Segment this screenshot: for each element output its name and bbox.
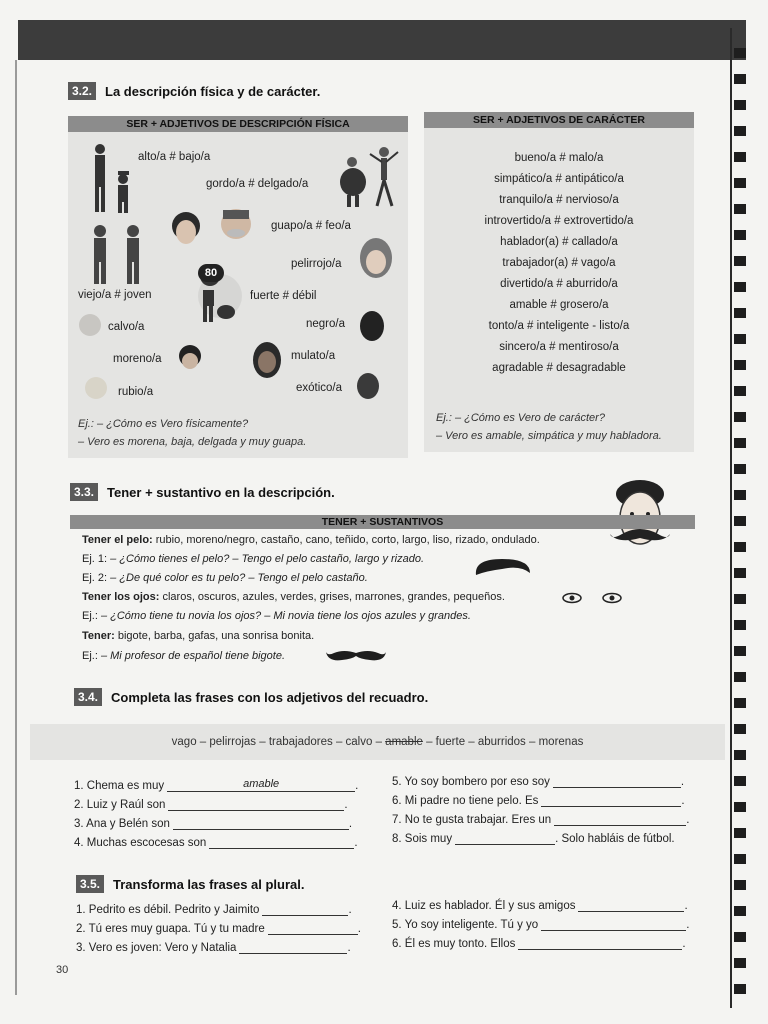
label-guapo-feo: guapo/a # feo/a [271, 220, 351, 232]
section-number: 3.3. [70, 483, 98, 501]
exercise-3-4-item-7: 7. No te gusta trabajar. Eres un . [392, 814, 690, 826]
left-margin-rule [15, 60, 17, 995]
section-number: 3.5. [76, 875, 104, 893]
physical-example-answer: – Vero es morena, baja, delgada y muy guapa. [78, 436, 307, 448]
pretty-ugly-faces-illustration [172, 209, 251, 244]
answer-blank[interactable] [553, 776, 681, 788]
character-adjective-list [424, 148, 694, 379]
character-adjective: introvertido/a # extrovertido/a [484, 215, 634, 227]
label-mulato: mulato/a [291, 350, 336, 362]
section-title: Tener + sustantivo en la descripción. [107, 484, 335, 500]
label-fuerte-debil: fuerte # débil [250, 290, 317, 302]
answer-blank[interactable] [239, 942, 347, 954]
binding-ring [734, 672, 746, 682]
answer-blank[interactable] [262, 904, 348, 916]
tener-pelo-line: Tener el pelo: rubio, moreno/negro, castaño, cano, teñido, corto, largo, liso, rizado, ondulado. [82, 534, 540, 546]
binding-ring [734, 724, 746, 734]
answer-blank[interactable] [209, 837, 354, 849]
binding-ring [734, 308, 746, 318]
answer-blank[interactable] [167, 780, 355, 792]
character-example-answer: – Vero es amable, simpática y muy habladora. [436, 430, 662, 442]
mustache-icon [326, 648, 386, 664]
redhead-woman-illustration [360, 238, 392, 278]
label-alto-bajo: alto/a # bajo/a [138, 151, 211, 163]
binding-ring [734, 412, 746, 422]
tener-example: Ej.: – Mi profesor de español tiene bigote. [82, 650, 286, 662]
label-rubio: rubio/a [118, 386, 154, 398]
character-adjective: tonto/a # inteligente - listo/a [488, 320, 630, 332]
binding-ring [734, 334, 746, 344]
section-3-4-heading [74, 688, 428, 706]
exercise-3-5-item-1: 1. Pedrito es débil. Pedrito y Jaimito . [76, 904, 352, 916]
struck-word: amable [385, 736, 423, 748]
answer-blank[interactable] [541, 795, 681, 807]
label-negro: negro/a [306, 318, 346, 330]
exercise-3-4-item-1: 1. Chema es muy amable . [74, 778, 359, 792]
spiral-binding [728, 28, 750, 1008]
binding-ring [734, 646, 746, 656]
character-adjective: amable # grosero/a [509, 299, 609, 311]
label-calvo: calvo/a [108, 321, 145, 333]
answer-blank[interactable] [268, 923, 358, 935]
binding-ring [734, 282, 746, 292]
label-viejo-joven: viejo/a # joven [78, 289, 152, 301]
answer-blank[interactable] [455, 833, 555, 845]
box-header: TENER + SUSTANTIVOS [70, 515, 695, 529]
exercise-3-4-item-3: 3. Ana y Belén son . [74, 818, 353, 830]
binding-ring [734, 204, 746, 214]
page-number: 30 [56, 964, 69, 976]
binding-ring [734, 48, 746, 58]
top-dark-bar [18, 20, 746, 60]
hair-icon [472, 555, 534, 579]
box-header: SER + ADJETIVOS DE CARÁCTER [424, 112, 694, 128]
physical-description-box [68, 116, 408, 458]
section-3-2-heading [68, 82, 320, 100]
physical-illustrations [68, 116, 408, 458]
binding-ring [734, 230, 746, 240]
eyes-icon [560, 590, 626, 606]
character-example-question: Ej.: – ¿Cómo es Vero de carácter? [436, 412, 605, 424]
answer-blank[interactable] [554, 814, 686, 826]
binding-ring [734, 906, 746, 916]
label-pelirrojo: pelirrojo/a [291, 258, 342, 270]
binding-ring [734, 438, 746, 448]
answer-blank[interactable] [173, 818, 349, 830]
section-3-3-heading [70, 483, 335, 501]
binding-ring [734, 620, 746, 630]
tener-line: Tener: bigote, barba, gafas, una sonrisa bonita. [82, 630, 315, 642]
binding-ring [734, 256, 746, 266]
binding-ring [734, 594, 746, 604]
label-exotico: exótico/a [296, 382, 343, 394]
section-3-5-heading [76, 875, 305, 893]
binding-ring [734, 542, 746, 552]
section-title: Completa las frases con los adjetivos del recuadro. [111, 689, 429, 705]
exercise-3-4-item-6: 6. Mi padre no tiene pelo. Es . [392, 795, 685, 807]
binding-ring [734, 490, 746, 500]
tener-pelo-example-1: Ej. 1: – ¿Cómo tienes el pelo? – Tengo el pelo castaño, largo y rizado. [82, 553, 425, 565]
character-adjective: divertido/a # aburrido/a [500, 278, 618, 290]
box-header: SER + ADJETIVOS DE DESCRIPCIÓN FÍSICA [68, 116, 408, 132]
section-title: La descripción física y de carácter. [105, 83, 321, 99]
exercise-3-5-item-5: 5. Yo soy inteligente. Tú y yo . [392, 919, 690, 931]
character-adjective: bueno/a # malo/a [514, 152, 604, 164]
binding-ring [734, 750, 746, 760]
character-adjective: agradable # desagradable [492, 362, 626, 374]
physical-example-question: Ej.: – ¿Cómo es Vero físicamente? [78, 418, 249, 430]
exercise-3-4-item-5: 5. Yo soy bombero por eso soy . [392, 776, 685, 788]
tall-short-men-illustration [95, 144, 129, 213]
character-adjective: trabajador(a) # vago/a [502, 257, 616, 269]
exercise-3-4-item-4: 4. Muchas escocesas son . [74, 837, 358, 849]
binding-ring [734, 984, 746, 994]
answer-blank[interactable] [168, 799, 344, 811]
exercise-3-5-item-6: 6. Él es muy tonto. Ellos . [392, 938, 686, 950]
label-moreno: moreno/a [113, 353, 162, 365]
binding-ring [734, 568, 746, 578]
character-adjective: hablador(a) # callado/a [500, 236, 618, 248]
answer-blank[interactable] [578, 900, 684, 912]
binding-ring [734, 802, 746, 812]
filled-answer: amable [243, 778, 280, 790]
character-adjective: sincero/a # mentiroso/a [499, 341, 619, 353]
old-men-illustration [94, 225, 139, 284]
binding-ring [734, 152, 746, 162]
exercise-3-5-item-2: 2. Tú eres muy guapa. Tú y tu madre . [76, 923, 361, 935]
exercise-3-5-item-3: 3. Vero es joven: Vero y Natalia . [76, 942, 351, 954]
binding-ring [734, 464, 746, 474]
section-title: Transforma las frases al plural. [113, 876, 305, 892]
word-bank: vago – pelirrojas – trabajadores – calvo – amable – fuerte – aburridos – morenas [30, 724, 725, 760]
binding-ring [734, 932, 746, 942]
binding-ring [734, 958, 746, 968]
exercise-3-4-item-8: 8. Sois muy . Solo habláis de fútbol. [392, 833, 675, 845]
section-number: 3.4. [74, 688, 102, 706]
binding-ring [734, 854, 746, 864]
binding-ring [734, 360, 746, 370]
binding-ring [734, 386, 746, 396]
binding-ring [734, 698, 746, 708]
binding-ring [734, 776, 746, 786]
binding-ring [734, 126, 746, 136]
character-adjective: simpático/a # antipático/a [494, 173, 624, 185]
answer-blank[interactable] [541, 919, 686, 931]
binding-ring [734, 74, 746, 84]
answer-blank[interactable] [518, 938, 682, 950]
binding-ring [734, 100, 746, 110]
binding-ring [734, 880, 746, 890]
character-description-box [424, 112, 694, 452]
fat-thin-men-illustration [340, 147, 398, 207]
age-80-badge: 80 [198, 264, 224, 282]
exercise-3-4-item-2: 2. Luiz y Raúl son . [74, 799, 348, 811]
section-number: 3.2. [68, 82, 96, 100]
label-gordo-delgado: gordo/a # delgado/a [206, 178, 309, 190]
character-adjective: tranquilo/a # nervioso/a [499, 194, 619, 206]
tener-pelo-example-2: Ej. 2: – ¿De qué color es tu pelo? – Tengo el pelo castaño. [82, 572, 368, 584]
tener-ojos-line: Tener los ojos: claros, oscuros, azules, verdes, grises, marrones, grandes, pequeños. [82, 591, 505, 603]
binding-ring [734, 178, 746, 188]
binding-ring [734, 516, 746, 526]
exercise-3-5-item-4: 4. Luiz es hablador. Él y sus amigos . [392, 900, 688, 912]
tener-ojos-example: Ej.: – ¿Cómo tiene tu novia los ojos? – Mi novia tiene los ojos azules y grandes. [82, 610, 471, 622]
binding-ring [734, 828, 746, 838]
